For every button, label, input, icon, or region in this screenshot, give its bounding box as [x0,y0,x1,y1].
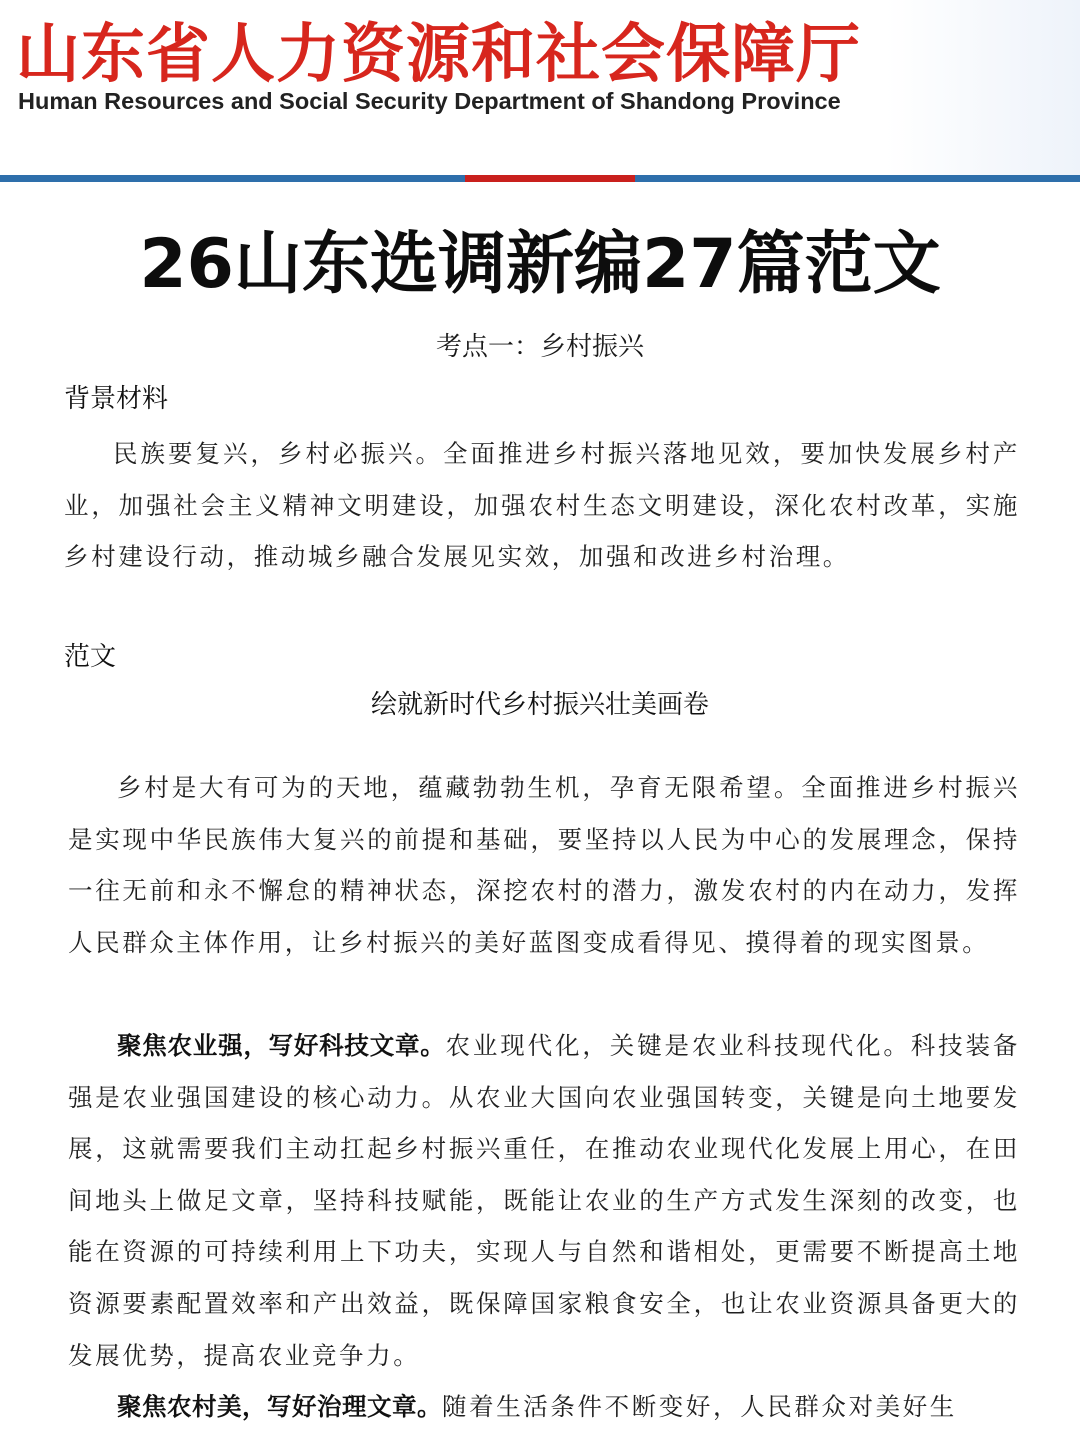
org-name-cn: 山东省人力资源和社会保障厅 [16,18,861,92]
essay-paragraph [68,762,1020,968]
essay-label: 范文 [64,642,117,672]
essay-paragraph [68,1381,1020,1433]
paragraph-lead: 聚焦农村美，写好治理文章。 [117,1392,442,1421]
org-name-en: Human Resources and Social Security Department of Shandong Province [18,88,841,114]
background-paragraph: 民族要复兴，乡村必振兴。全面推进乡村振兴落地见效，要加快发展乡村产业，加强社会主义精神文明建设，加强农村生态文明建设，深化农村改革，实施乡村建设行动，推动城乡融合发展见实效，加强和改进乡村治理。 [64,439,1020,571]
letterhead [0,0,1080,175]
document-title: 26山东选调新编27篇范文 [139,225,941,304]
header-divider-red [465,175,635,182]
essay-title: 绘就新时代乡村振兴壮美画卷 [370,690,709,720]
background-label: 背景材料 [64,384,169,414]
paragraph-text: 农业现代化，关键是农业科技现代化。科技装备强是农业强国建设的核心动力。从农业大国向农业强国转变，关键是向土地要发展，这就需要我们主动扛起乡村振兴重任，在推动农业现代化发展上用心，在田间地头上做足文章，坚持科技赋能，既能让农业的生产方式发生深刻的改变，也能在资源的可持续利用上下功夫，实现人与自然和谐相处，更需要不断提高土地资源要素配置效率和产出效益，既保障国家粮食安全，也让农业资源具备更大的发展优势，提高农业竞争力。 [68,1031,1021,1370]
essay-paragraph [68,1020,1020,1381]
exam-point-heading: 考点一：乡村振兴 [435,332,644,362]
paragraph-text: 随着生活条件不断变好，人民群众对美好生 [442,1392,957,1421]
paragraph-text: 乡村是大有可为的天地，蕴藏勃勃生机，孕育无限希望。全面推进乡村振兴是实现中华民族伟大复兴的前提和基础，要坚持以人民为中心的发展理念，保持一往无前和永不懈怠的精神状态，深挖农村的潜力，激发农村的内在动力，发挥人民群众主体作用，让乡村振兴的美好蓝图变成看得见、摸得着的现实图景。 [68,773,1020,957]
paragraph-lead: 聚焦农业强，写好科技文章。 [117,1031,446,1060]
